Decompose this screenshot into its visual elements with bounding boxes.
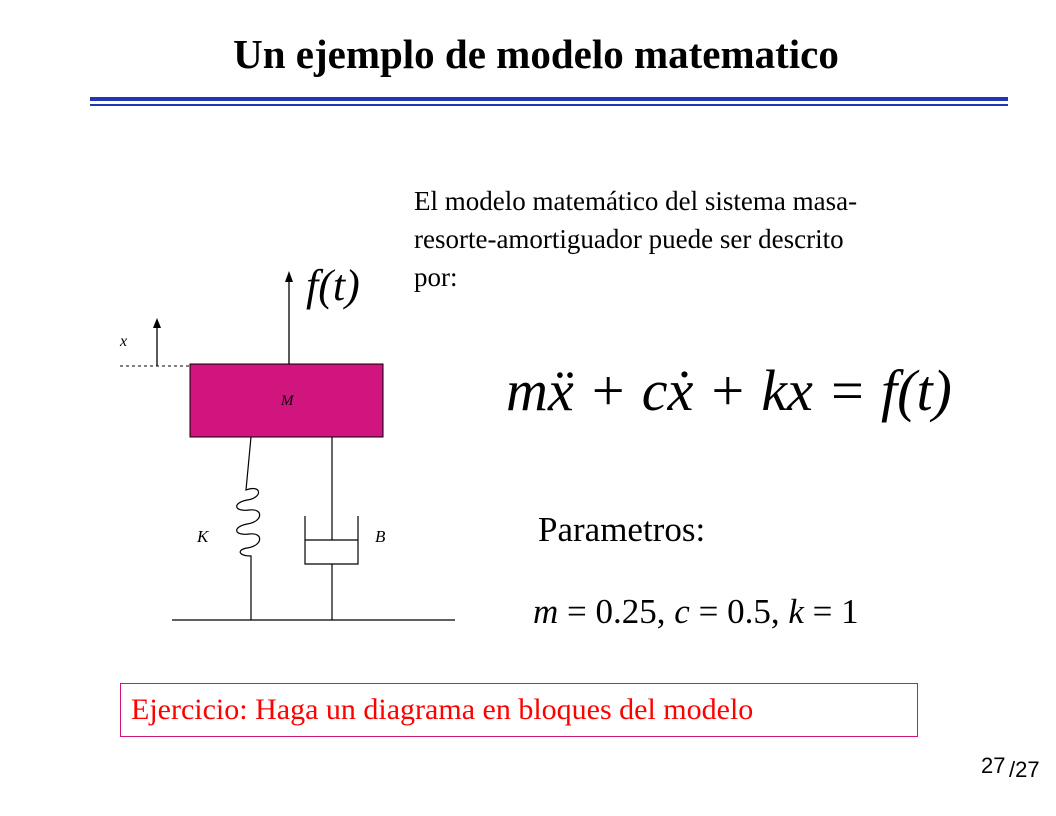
page-number-current: 27 [981, 753, 1006, 778]
displacement-label: x [120, 333, 128, 350]
page-number-total: /27 [1009, 757, 1040, 782]
spring-label: K [197, 527, 209, 546]
mass-label: M [281, 393, 294, 409]
exercise-box [120, 683, 918, 737]
parameters-values [533, 592, 859, 632]
force-label: f(t) [306, 261, 360, 310]
exercise-text: Ejercicio: Haga un diagrama en bloques del modelo [131, 693, 754, 726]
intro-line-2: resorte-amortiguador puede ser descrito [414, 224, 844, 254]
damper-label: B [375, 527, 386, 546]
x-arrow-head [153, 318, 161, 328]
param-m-value: = 0.25, [567, 592, 666, 631]
force-arrow-head [285, 271, 293, 282]
intro-line-1: El modelo matemático del sistema masa- [414, 186, 858, 216]
param-c-symbol: c [674, 592, 690, 631]
intro-line-3: por: [414, 262, 458, 292]
parameters-label: Parametros: [538, 510, 706, 549]
spring [237, 437, 260, 620]
slide-title: Un ejemplo de modelo matematico [233, 31, 839, 77]
param-k-value: = 1 [812, 592, 859, 631]
param-m-symbol: m [533, 592, 559, 631]
param-c-value: = 0.5, [698, 592, 780, 631]
param-k-symbol: k [788, 592, 804, 631]
equation-of-motion: mẍ + cẋ + kx = f(t) [506, 358, 952, 423]
